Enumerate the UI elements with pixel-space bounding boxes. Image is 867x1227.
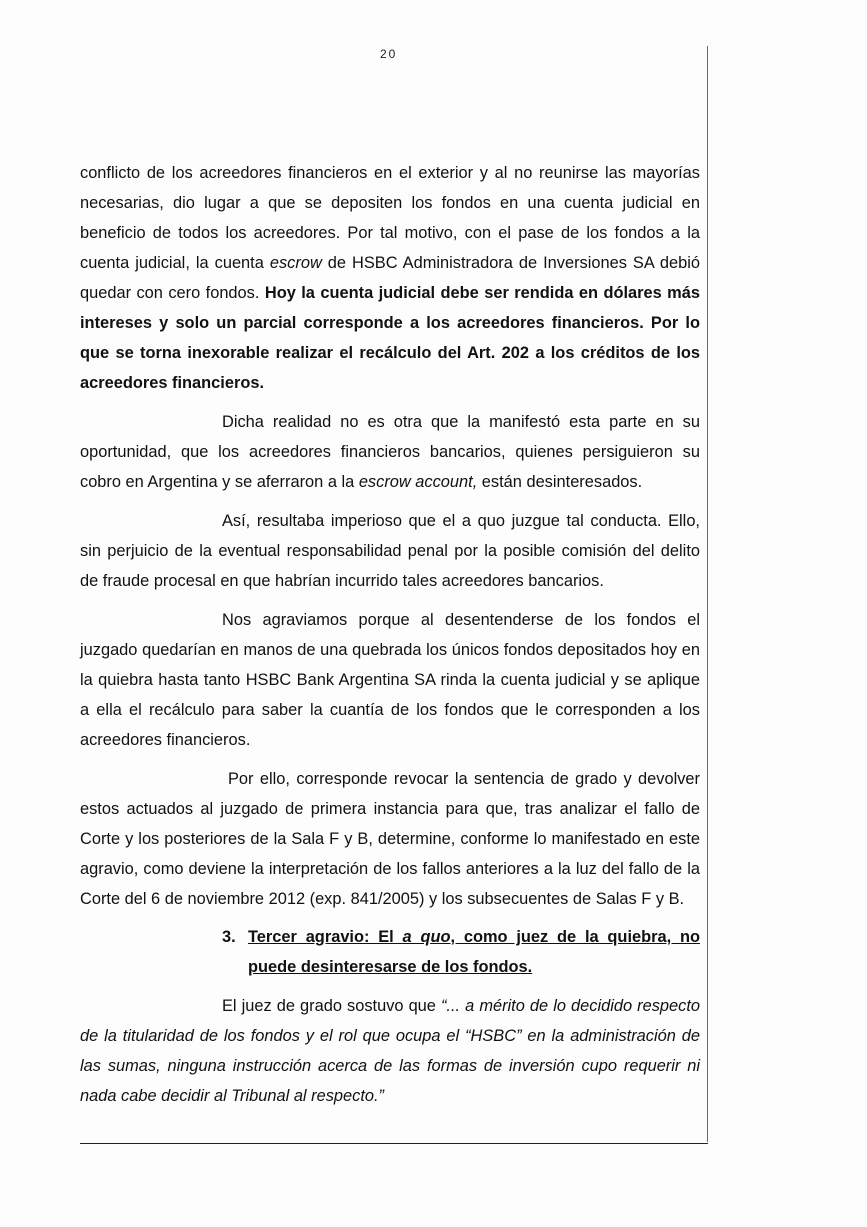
- section-title: [248, 922, 700, 982]
- section-title-text-after: , como juez de la quiebra, no puede desinteresarse de los fondos.: [248, 928, 700, 976]
- paragraph-2-text: Dicha realidad no es otra que la manifestó esta parte en su oportunidad, que los acreedores financieros bancarios, quienes persiguieron su cobro en Argentina y se aferraron a la: [80, 413, 700, 491]
- paragraph-2: [80, 407, 700, 497]
- page-number: 20: [380, 47, 398, 61]
- paragraph-5: [80, 764, 700, 914]
- paragraph-4: [80, 605, 700, 755]
- paragraph-1-bold: Hoy la cuenta judicial debe ser rendida en dólares más intereses y solo un parcial corresponde a los acreedores financieros. Por lo que se torna inexorable realizar el recálculo del Art. 202 a los créditos de los acreedores financieros.: [80, 284, 700, 392]
- paragraph-1-text-after: de HSBC Administradora de Inversiones SA debió quedar con cero fondos.: [80, 254, 700, 302]
- section-heading-3: [80, 922, 700, 982]
- paragraph-2-text-after: están desinteresados.: [477, 473, 643, 491]
- paragraph-6-text: El juez de grado sostuvo que: [222, 997, 441, 1015]
- paragraph-3: [80, 506, 700, 596]
- paragraph-6: [80, 991, 700, 1111]
- section-number: 3.: [222, 928, 236, 946]
- paragraph-1: [80, 158, 700, 398]
- section-title-text: Tercer agravio: El: [248, 928, 403, 946]
- right-margin-rule: [707, 46, 708, 1142]
- paragraph-3-text: Así, resultaba imperioso que el a quo juzgue tal conducta. Ello, sin perjuicio de la eventual responsabilidad penal por la posible comisión del delito de fraude procesal en que habrían incurrido tales acreedores bancarios.: [80, 512, 700, 590]
- paragraph-5-text: Por ello, corresponde revocar la sentencia de grado y devolver estos actuados al juzgado de primera instancia para que, tras analizar el fallo de Corte y los posteriores de la Sala F y B, determine, conforme lo manifestado en este agravio, como deviene la interpretación de los fallos anteriores a la luz del fallo de la Corte del 6 de noviembre 2012 (exp. 841/2005) y los subsecuentes de Salas F y B.: [80, 770, 700, 908]
- paragraph-1-italic: escrow: [269, 254, 322, 272]
- document-body: [80, 158, 700, 1111]
- section-title-italic: a quo: [402, 928, 451, 946]
- paragraph-6-quote: “... a mérito de lo decidido respecto de la titularidad de los fondos y el rol que ocupa el “HSBC” en la administración de las sumas, ninguna instrucción acerca de las formas de inversión cupo requerir ni nada cabe decidir al Tribunal al respecto.”: [80, 997, 700, 1105]
- paragraph-4-text: Nos agraviamos porque al desentenderse de los fondos el juzgado quedarían en manos de una quebrada los únicos fondos depositados hoy en la quiebra hasta tanto HSBC Bank Argentina SA rinda la cuenta judicial y se aplique a ella el recálculo para saber la cuantía de los fondos que le corresponden a los acreedores financieros.: [80, 611, 700, 749]
- paragraph-1-text: conflicto de los acreedores financieros en el exterior y al no reunirse las mayorías necesarias, dio lugar a que se depositen los fondos en una cuenta judicial en beneficio de todos los acreedores. Por tal motivo, con el pase de los fondos a la cuenta judicial, la cuenta: [80, 164, 700, 272]
- bottom-rule: [80, 1143, 708, 1144]
- paragraph-2-italic: escrow account,: [358, 473, 478, 491]
